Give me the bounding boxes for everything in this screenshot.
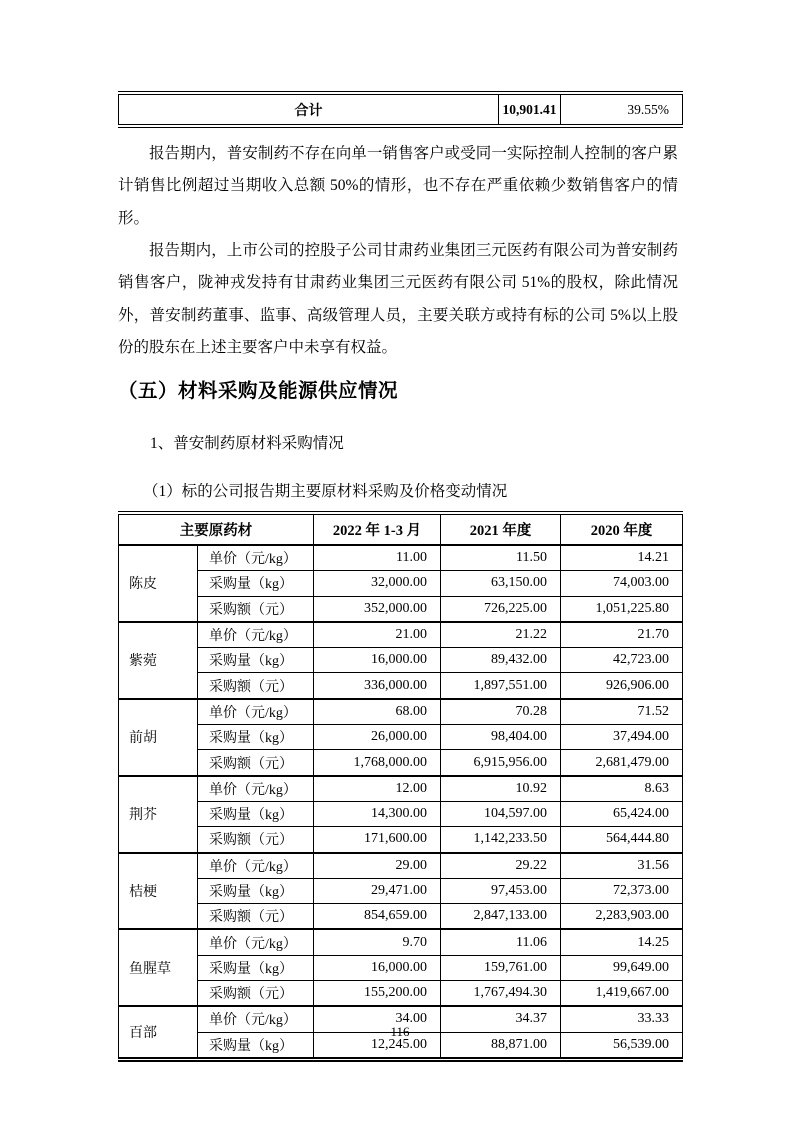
value-cell: 1,767,494.30 [441, 981, 561, 1007]
value-cell: 1,051,225.80 [561, 596, 683, 622]
value-cell: 89,432.00 [441, 648, 561, 673]
table-row [119, 725, 683, 750]
value-cell: 1,142,233.50 [441, 827, 561, 853]
table-row [119, 545, 683, 571]
total-label-cell: 合计 [119, 93, 499, 126]
value-cell: 34.37 [441, 1006, 561, 1032]
value-cell: 336,000.00 [314, 673, 441, 699]
value-cell: 16,000.00 [314, 648, 441, 673]
metric-label-cell: 采购量（kg） [198, 801, 314, 826]
material-name-cell: 鱼腥草 [119, 929, 198, 1006]
value-cell: 14.21 [561, 545, 683, 571]
material-name-cell: 荆芥 [119, 776, 198, 853]
value-cell: 29,471.00 [314, 878, 441, 903]
value-cell: 31.56 [561, 853, 683, 879]
total-percent-cell: 39.55% [561, 93, 683, 126]
metric-label-cell: 采购额（元） [198, 827, 314, 853]
table-row [119, 622, 683, 648]
table-row [119, 596, 683, 622]
header-2021: 2021 年度 [441, 513, 561, 545]
metric-label-cell: 采购量（kg） [198, 648, 314, 673]
value-cell: 99,649.00 [561, 955, 683, 980]
paragraph-related-party: 报告期内，上市公司的控股子公司甘肃药业集团三元医药有限公司为普安制药销售客户，陇神戎发持有甘肃药业集团三元医药有限公司 51%的股权，除此情况外，普安制药董事、监事、高级管理人员，主要关联方或持有标的公司 5%以上股份的股东在上述主要客户中未享有权益。 [118, 242, 678, 357]
value-cell: 352,000.00 [314, 596, 441, 622]
value-cell: 11.50 [441, 545, 561, 571]
metric-label-cell: 采购额（元） [198, 750, 314, 776]
value-cell: 26,000.00 [314, 725, 441, 750]
value-cell: 2,283,903.00 [561, 904, 683, 930]
header-material: 主要原药材 [119, 513, 314, 545]
value-cell: 12.00 [314, 776, 441, 802]
page-content [118, 0, 682, 1122]
raw-material-procurement-table [118, 511, 683, 1062]
table-row [119, 699, 683, 725]
table-row [119, 904, 683, 930]
value-cell: 34.00 [314, 1006, 441, 1032]
metric-label-cell: 单价（元/kg） [198, 622, 314, 648]
table-row [119, 673, 683, 699]
value-cell: 1,897,551.00 [441, 673, 561, 699]
value-cell: 33.33 [561, 1006, 683, 1032]
value-cell: 926,906.00 [561, 673, 683, 699]
value-cell: 1,419,667.00 [561, 981, 683, 1007]
table-row [119, 853, 683, 879]
table-row [119, 801, 683, 826]
value-cell: 16,000.00 [314, 955, 441, 980]
value-cell: 11.06 [441, 929, 561, 955]
table-row [119, 776, 683, 802]
metric-label-cell: 采购量（kg） [198, 725, 314, 750]
value-cell: 37,494.00 [561, 725, 683, 750]
value-cell: 32,000.00 [314, 571, 441, 596]
section-heading: （五）材料采购及能源供应情况 [118, 380, 399, 402]
table-row [119, 878, 683, 903]
value-cell: 74,003.00 [561, 571, 683, 596]
table-row [119, 571, 683, 596]
header-2020: 2020 年度 [561, 513, 683, 545]
metric-label-cell: 采购额（元） [198, 673, 314, 699]
total-row [119, 93, 683, 126]
value-cell: 564,444.80 [561, 827, 683, 853]
value-cell: 1,768,000.00 [314, 750, 441, 776]
value-cell: 12,245.00 [314, 1032, 441, 1059]
table-row [119, 955, 683, 980]
value-cell: 71.52 [561, 699, 683, 725]
value-cell: 88,871.00 [441, 1032, 561, 1059]
metric-label-cell: 单价（元/kg） [198, 853, 314, 879]
value-cell: 29.00 [314, 853, 441, 879]
value-cell: 10.92 [441, 776, 561, 802]
material-name-cell: 紫菀 [119, 622, 198, 699]
paragraph-sales-customers: 报告期内，普安制药不存在向单一销售客户或受同一实际控制人控制的客户累计销售比例超过当期收入总额 50%的情形，也不存在严重依赖少数销售客户的情形。 [118, 145, 678, 227]
value-cell: 155,200.00 [314, 981, 441, 1007]
material-name-cell: 桔梗 [119, 853, 198, 930]
value-cell: 854,659.00 [314, 904, 441, 930]
value-cell: 104,597.00 [441, 801, 561, 826]
metric-label-cell: 采购额（元） [198, 981, 314, 1007]
material-name-cell: 百部 [119, 1006, 198, 1059]
value-cell: 63,150.00 [441, 571, 561, 596]
value-cell: 726,225.00 [441, 596, 561, 622]
value-cell: 21.70 [561, 622, 683, 648]
value-cell: 21.22 [441, 622, 561, 648]
metric-label-cell: 单价（元/kg） [198, 699, 314, 725]
metric-label-cell: 采购量（kg） [198, 571, 314, 596]
subsection-1-title: 1、普安制药原材料采购情况 [150, 435, 344, 452]
value-cell: 70.28 [441, 699, 561, 725]
value-cell: 97,453.00 [441, 878, 561, 903]
table-row [119, 750, 683, 776]
value-cell: 14,300.00 [314, 801, 441, 826]
table-row [119, 929, 683, 955]
metric-label-cell: 采购量（kg） [198, 955, 314, 980]
value-cell: 6,915,956.00 [441, 750, 561, 776]
metric-label-cell: 采购额（元） [198, 596, 314, 622]
metric-label-cell: 采购量（kg） [198, 1032, 314, 1059]
table-row [119, 827, 683, 853]
metric-label-cell: 单价（元/kg） [198, 929, 314, 955]
value-cell: 14.25 [561, 929, 683, 955]
table-header-row [119, 513, 683, 545]
value-cell: 72,373.00 [561, 878, 683, 903]
value-cell: 42,723.00 [561, 648, 683, 673]
value-cell: 171,600.00 [314, 827, 441, 853]
table-row [119, 648, 683, 673]
metric-label-cell: 采购额（元） [198, 904, 314, 930]
total-row-table [118, 91, 683, 128]
value-cell: 159,761.00 [441, 955, 561, 980]
value-cell: 65,424.00 [561, 801, 683, 826]
value-cell: 68.00 [314, 699, 441, 725]
material-name-cell: 陈皮 [119, 545, 198, 622]
header-2022: 2022 年 1-3 月 [314, 513, 441, 545]
value-cell: 98,404.00 [441, 725, 561, 750]
metric-label-cell: 单价（元/kg） [198, 545, 314, 571]
total-amount-cell: 10,901.41 [499, 93, 561, 126]
material-name-cell: 前胡 [119, 699, 198, 776]
page-number: 116 [390, 1024, 410, 1039]
value-cell: 8.63 [561, 776, 683, 802]
value-cell: 2,681,479.00 [561, 750, 683, 776]
subsection-1-1-title: （1）标的公司报告期主要原材料采购及价格变动情况 [143, 483, 508, 500]
value-cell: 11.00 [314, 545, 441, 571]
metric-label-cell: 采购量（kg） [198, 878, 314, 903]
value-cell: 9.70 [314, 929, 441, 955]
table-row [119, 981, 683, 1007]
metric-label-cell: 单价（元/kg） [198, 776, 314, 802]
value-cell: 29.22 [441, 853, 561, 879]
value-cell: 56,539.00 [561, 1032, 683, 1059]
value-cell: 2,847,133.00 [441, 904, 561, 930]
value-cell: 21.00 [314, 622, 441, 648]
metric-label-cell: 单价（元/kg） [198, 1006, 314, 1032]
